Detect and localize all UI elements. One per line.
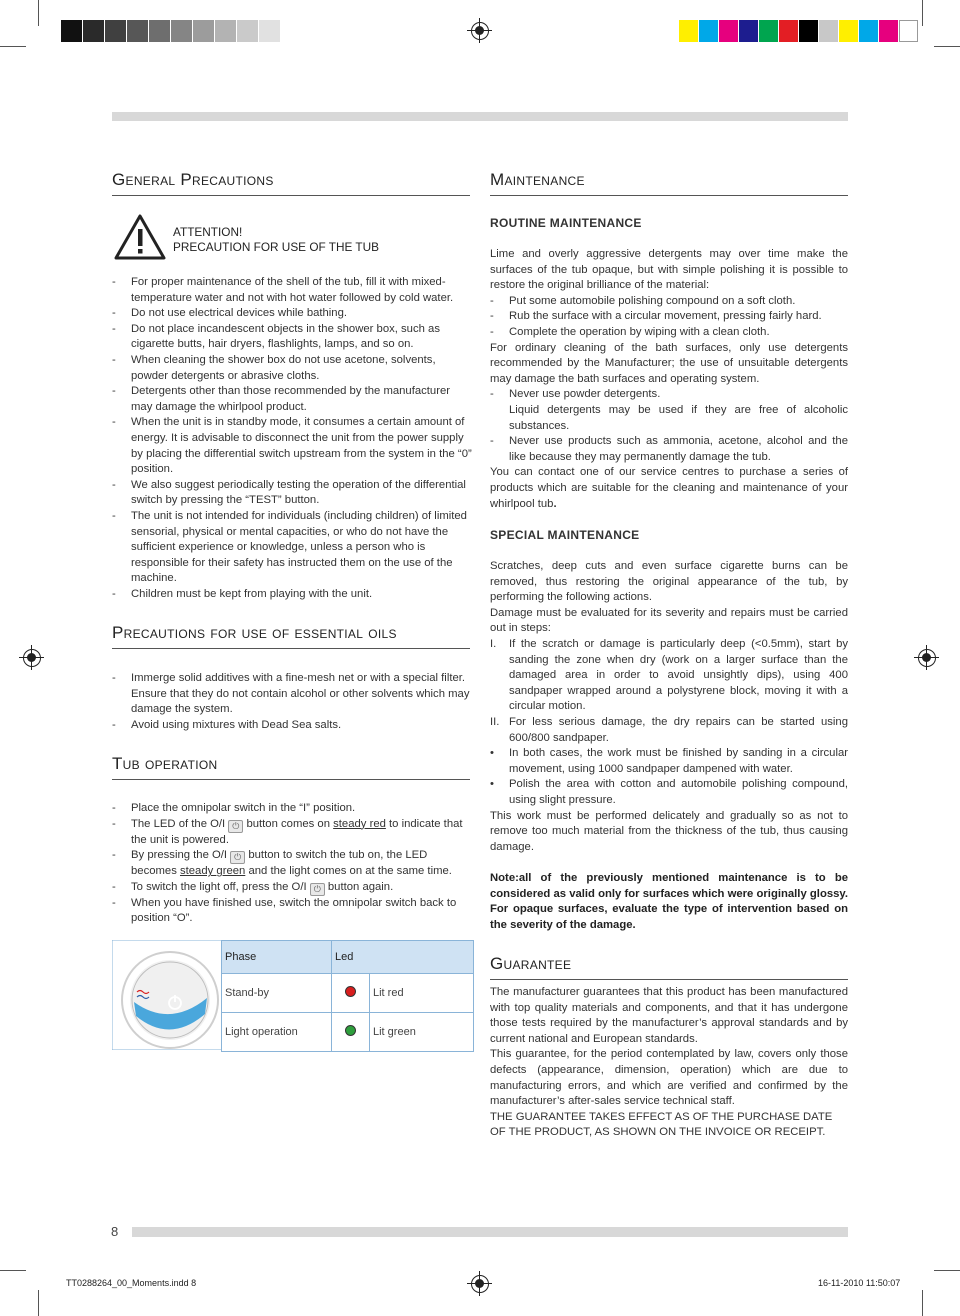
control-panel-illustration bbox=[112, 940, 222, 1050]
file-slug: TT0288264_00_Moments.indd 8 bbox=[66, 1278, 197, 1288]
paragraph: Lime and overly aggressive detergents may over time make the surfaces of the tub opaque, but with simple polishing it is possible to restore the original brilliance of the material: bbox=[490, 248, 848, 292]
list-item: - Avoid using mixtures with Dead Sea salts. bbox=[112, 718, 342, 731]
crop-mark bbox=[0, 1270, 26, 1271]
list-item: - Place the omnipolar switch in the “I” position. bbox=[112, 802, 356, 814]
list-item: - To switch the light off, press the O/I ⏻ button again. bbox=[112, 880, 394, 894]
paragraph: This guarantee, for the period contemplated by law, covers only those defects (appearance, dimension, operation) which are due to manufacturing errors, and which are verified and confirmed by the manufacturer’s after-sales service technical staff. bbox=[490, 1048, 848, 1108]
led-status-table bbox=[221, 940, 474, 1052]
list-item: Liquid detergents may be used if they are free of alcoholic substances. bbox=[509, 403, 848, 432]
table-cell-phase: Stand-by bbox=[222, 974, 332, 1013]
essential-oils-title: Precautions for use of essential oils bbox=[112, 623, 470, 649]
attention-label: ATTENTION! bbox=[173, 225, 243, 239]
list-item: - When you have finished use, switch the omnipolar switch back to position “O”. bbox=[112, 896, 457, 925]
paragraph: Scratches, deep cuts and even surface cigarette burns can be removed, thus restoring the original appearance of the tub, by performing the following actions. bbox=[490, 560, 848, 604]
crop-mark bbox=[0, 46, 26, 47]
gray-swatch bbox=[193, 20, 214, 42]
registration-mark-icon bbox=[471, 22, 489, 40]
special-maintenance-heading: SPECIAL MAINTENANCE bbox=[490, 528, 640, 542]
color-swatch bbox=[759, 20, 778, 42]
warning-icon bbox=[114, 214, 166, 260]
registration-mark-icon bbox=[23, 649, 41, 667]
maintenance-title: Maintenance bbox=[490, 170, 848, 196]
color-swatch bbox=[879, 20, 898, 42]
guarantee-body bbox=[490, 985, 848, 1141]
color-swatch bbox=[779, 20, 798, 42]
table-cell-led: Lit red bbox=[370, 974, 474, 1013]
gray-swatch bbox=[215, 20, 236, 42]
routine-maintenance-heading: ROUTINE MAINTENANCE bbox=[490, 216, 642, 230]
crop-mark bbox=[934, 1270, 960, 1271]
attention-heading bbox=[173, 225, 379, 255]
color-swatch bbox=[799, 20, 818, 42]
table-cell-led: Lit green bbox=[370, 1013, 474, 1052]
list-item: - Put some automobile polishing compound on a soft cloth. bbox=[490, 294, 796, 307]
color-swatch bbox=[699, 20, 718, 42]
paragraph: THE GUARANTEE TAKES EFFECT AS OF THE PURCHASE DATE OF THE PRODUCT, AS SHOWN ON THE INVOICE OR RECEIPT. bbox=[490, 1110, 833, 1139]
paragraph: For ordinary cleaning of the bath surfaces, only use detergents recommended by the Manufacturer; the use of unsuitable detergents may damage the bath surfaces and operating system. bbox=[490, 341, 848, 385]
led-green-indicator bbox=[332, 1013, 370, 1052]
gray-swatch bbox=[83, 20, 104, 42]
guarantee-title: Guarantee bbox=[490, 954, 848, 980]
power-button-icon: ⏻ bbox=[228, 820, 243, 833]
list-item: - We also suggest periodically testing the operation of the differential switch by pressing the “TEST” button. bbox=[112, 478, 466, 507]
color-swatch bbox=[679, 20, 698, 42]
list-item: - Never use powder detergents. bbox=[490, 388, 661, 401]
list-item: - The unit is not intended for individuals (including children) of limited sensorial, physical or mental capacities, or who do not have the sufficient experience or knowledge, unless a person who is responsible for their safety has instructed them on the use of the machine. bbox=[112, 509, 467, 585]
table-row bbox=[222, 974, 474, 1013]
list-item: I. If the scratch or damage is particularly deep (<0.5mm), start by sanding the zone when dry (work on a larger surface than the damaged area in order to avoid unsightly dips), using 400 sandpaper wrapped around a polystyrene block, moving it with a circular motion. bbox=[490, 637, 848, 713]
color-swatch bbox=[739, 20, 758, 42]
gray-swatch bbox=[171, 20, 192, 42]
list-item: - The LED of the O/I ⏻ button comes on steady red to indicate that the unit is powered. bbox=[112, 817, 463, 846]
paragraph: This work must be performed delicately and gradually so as not to remove too much material from the thickness of the tub, thus causing damage. bbox=[490, 809, 848, 853]
gray-swatch bbox=[259, 20, 280, 42]
list-item: - For proper maintenance of the shell of the tub, fill it with mixed-temperature water and not with hot water followed by cold water. bbox=[112, 276, 454, 304]
list-item: - Children must be kept from playing with the unit. bbox=[112, 587, 373, 600]
footer-rule bbox=[132, 1227, 848, 1237]
crop-mark bbox=[38, 1290, 39, 1316]
list-item: • In both cases, the work must be finished by sanding in a circular movement, using 1000 sandpaper dampened with water. bbox=[490, 747, 848, 775]
table-cell-phase: Light operation bbox=[222, 1013, 332, 1052]
routine-maintenance-body bbox=[490, 247, 848, 512]
green-led-icon bbox=[345, 1025, 356, 1036]
special-maintenance-body bbox=[490, 559, 848, 934]
power-button-icon: ⏻ bbox=[230, 851, 245, 864]
list-item: - When cleaning the shower box do not use acetone, solvents, powder detergents or abrasive cloths. bbox=[112, 353, 436, 382]
color-swatch bbox=[719, 20, 738, 42]
crop-mark bbox=[38, 0, 39, 26]
column-header-phase: Phase bbox=[222, 941, 332, 974]
table-row bbox=[222, 1013, 474, 1052]
gray-swatch bbox=[127, 20, 148, 42]
list-item: - Do not place incandescent objects in the shower box, such as cigarette butts, hair dryers, flashlights, lamps, and so on. bbox=[112, 322, 440, 351]
list-item: - By pressing the O/I ⏻ button to switch the tub on, the LED becomes steady green and the light comes on at the same time. bbox=[112, 849, 452, 878]
registration-mark-icon bbox=[471, 1275, 489, 1293]
registration-mark-icon bbox=[918, 649, 936, 667]
general-precautions-title: General Precautions bbox=[112, 170, 470, 196]
paragraph: The manufacturer guarantees that this product has been manufactured with top quality materials and components, and that it has undergone those tests required by the manufacturer’s approval standards and by current national and European standards. bbox=[490, 986, 848, 1045]
color-swatch bbox=[859, 20, 878, 42]
date-slug: 16-11-2010 11:50:07 bbox=[818, 1278, 901, 1288]
paragraph: Damage must be evaluated for its severity and repairs must be carried out in steps: bbox=[490, 606, 848, 635]
general-precautions-list bbox=[112, 275, 472, 602]
color-swatch bbox=[819, 20, 838, 42]
page-number: 8 bbox=[111, 1224, 119, 1239]
list-item: - When the unit is in standby mode, it consumes a certain amount of energy. It is advisable to disconnect the unit from the power supply by placing the differential switch upstream from the system in the “0” position. bbox=[112, 416, 472, 476]
list-item: - Immerge solid additives with a fine-mesh net or with a special filter. Ensure that they do not contain alcohol or other solvents which may damage the system. bbox=[112, 672, 470, 716]
list-item: - Never use products such as ammonia, acetone, alcohol and the like because they may permanently damage the tub. bbox=[490, 435, 848, 463]
crop-mark bbox=[922, 1290, 923, 1316]
list-item: II. For less serious damage, the dry repairs can be started using 600/800 sandpaper. bbox=[490, 715, 848, 744]
tub-operation-title: Tub operation bbox=[112, 754, 470, 780]
led-red-indicator bbox=[332, 974, 370, 1013]
list-item: • Polish the area with cotton and automobile polishing compound, using slight pressure. bbox=[490, 778, 848, 806]
essential-oils-list bbox=[112, 671, 472, 733]
attention-subtitle: PRECAUTION FOR USE OF THE TUB bbox=[173, 240, 380, 254]
tub-operation-list bbox=[112, 801, 472, 927]
paragraph: You can contact one of our service centres to purchase a series of products which are suitable for the cleaning and maintenance of your whirlpool tub. bbox=[490, 466, 848, 510]
list-item: - Detergents other than those recommended by the manufacturer may damage the whirlpool product. bbox=[112, 385, 451, 413]
color-swatch bbox=[899, 20, 918, 42]
list-item: - Rub the surface with a circular movement, pressing fairly hard. bbox=[490, 310, 822, 323]
crop-mark bbox=[934, 46, 960, 47]
header-rule bbox=[112, 112, 848, 121]
red-led-icon bbox=[345, 986, 356, 997]
gray-swatch bbox=[105, 20, 126, 42]
list-item: - Complete the operation by wiping with a clean cloth. bbox=[490, 325, 770, 338]
list-item: - Do not use electrical devices while bathing. bbox=[112, 307, 348, 320]
gray-swatch bbox=[149, 20, 170, 42]
note-paragraph: Note:all of the previously mentioned maintenance is to be considered as valid only for surfaces which were originally glossy. For opaque surfaces, evaluate the type of intervention based on the severity of the damage. bbox=[490, 872, 848, 932]
color-swatch bbox=[839, 20, 858, 42]
column-header-led: Led bbox=[332, 941, 474, 974]
gray-swatch bbox=[237, 20, 258, 42]
crop-mark bbox=[922, 0, 923, 26]
power-button-icon: ⏻ bbox=[310, 883, 325, 896]
gray-swatch bbox=[61, 20, 82, 42]
